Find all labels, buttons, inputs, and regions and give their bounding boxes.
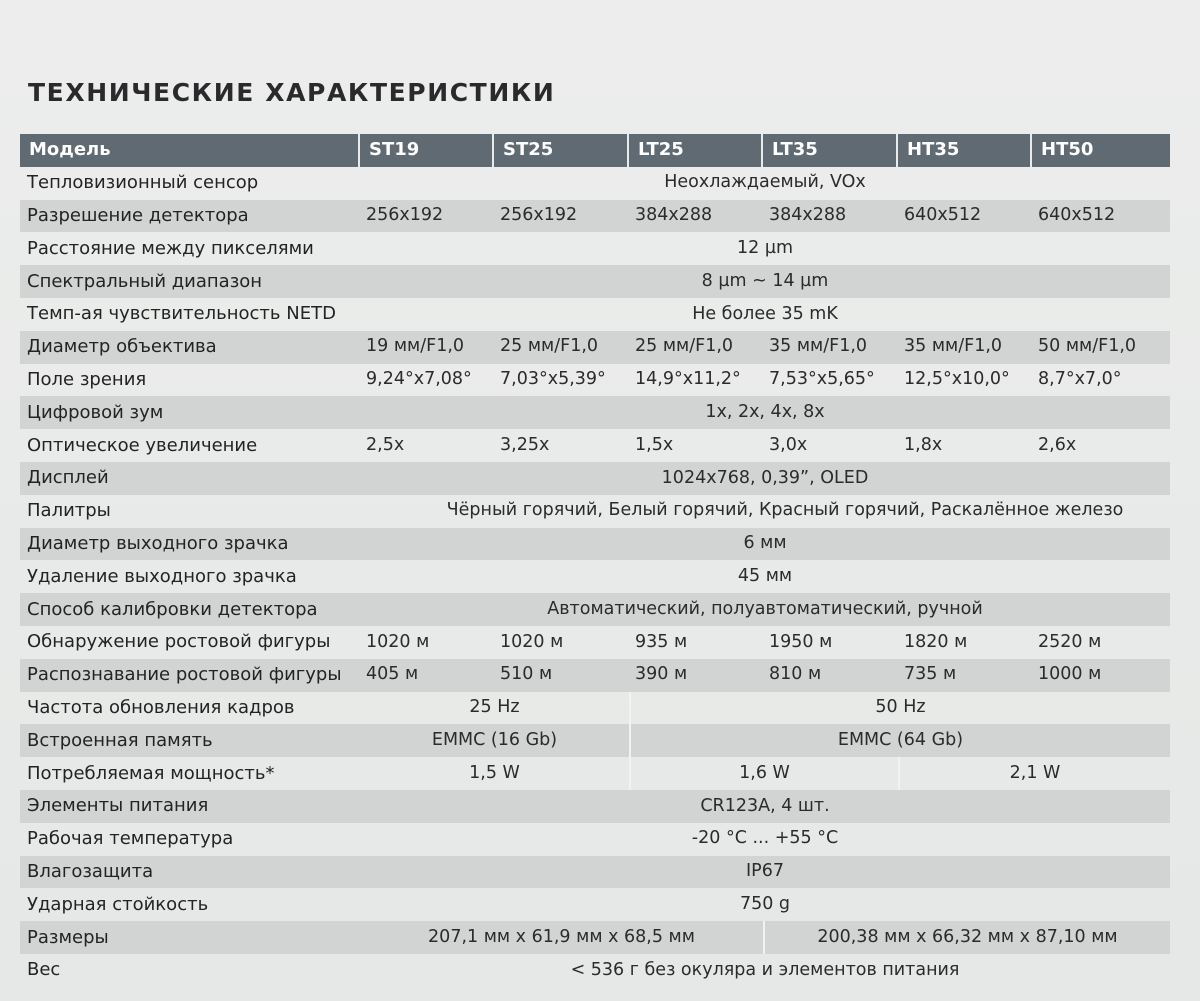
row-label: Диаметр объектива [20, 331, 360, 364]
row-label: Оптическое увеличение [27, 434, 258, 456]
row-waterproof [20, 856, 1170, 889]
row-value: 750 g [739, 893, 791, 914]
cell-value: 510 м [494, 659, 629, 692]
row-recognition [20, 659, 1170, 692]
cell-value: 384x288 [763, 200, 898, 233]
row-weight [20, 954, 1170, 987]
cell-value: 7,03°x5,39° [500, 369, 606, 390]
row-calibration [20, 593, 1170, 626]
row-resolution [20, 200, 1170, 233]
row-lens [20, 331, 1170, 364]
row-label: Встроенная память [20, 724, 360, 757]
row-label: Вес [27, 959, 61, 981]
row-value-lt-ht: EMMC (64 Gb) [629, 724, 1170, 757]
row-value: < 536 г без окуляра и элементов питания [570, 959, 960, 980]
cell-value: 1,8x [904, 434, 943, 455]
header-model-lt35: LT35 [763, 134, 898, 167]
cell-value: 1000 м [1032, 659, 1170, 692]
cell-value: 1820 м [904, 631, 968, 652]
cell-value: 25 мм/F1,0 [494, 331, 629, 364]
cell-value: 1950 м [769, 631, 833, 652]
row-label: Частота обновления кадров [27, 696, 295, 718]
header-model-st25: ST25 [494, 134, 629, 167]
row-label: Рабочая температура [27, 828, 234, 850]
cell-value: 3,0x [769, 434, 808, 455]
cell-value: 640x512 [898, 200, 1032, 233]
row-label: Обнаружение ростовой фигуры [27, 631, 331, 653]
cell-value: 50 мм/F1,0 [1032, 331, 1170, 364]
row-value-st: 207,1 мм x 61,9 мм x 68,5 мм [360, 921, 763, 954]
row-shock [20, 888, 1170, 921]
row-label: Ударная стойкость [27, 893, 209, 915]
row-value: Не более 35 mK [692, 303, 838, 324]
cell-value: 2,5x [366, 434, 405, 455]
cell-value: 256x192 [360, 200, 494, 233]
cell-value: 35 мм/F1,0 [763, 331, 898, 364]
cell-value: 810 м [763, 659, 898, 692]
row-label: Элементы питания [20, 790, 360, 823]
cell-value: 390 м [629, 659, 763, 692]
row-temperature [20, 823, 1170, 856]
row-sensor [20, 167, 1170, 200]
row-value-lt-ht: 200,38 мм x 66,32 мм x 87,10 мм [763, 921, 1170, 954]
header-model-st19: ST19 [360, 134, 494, 167]
cell-value: 3,25x [500, 434, 550, 455]
row-label: Способ калибровки детектора [20, 593, 360, 626]
cell-value: 7,53°x5,65° [769, 369, 875, 390]
row-value: 1024x768, 0,39”, OLED [360, 462, 1170, 495]
row-value-st: 1,5 W [469, 762, 520, 783]
row-label: Расстояние между пикселями [27, 237, 314, 259]
cell-value: 256x192 [494, 200, 629, 233]
header-model-label: Модель [20, 134, 360, 167]
row-value: Чёрный горячий, Белый горячий, Красный горячий, Раскалённое железо [446, 500, 1124, 521]
row-value-st: 25 Hz [469, 697, 520, 718]
cell-value: 35 мм/F1,0 [898, 331, 1032, 364]
header-row [20, 134, 1170, 167]
cell-value: 2,6x [1038, 434, 1077, 455]
row-detection [20, 626, 1170, 659]
cell-value: 405 м [360, 659, 494, 692]
cell-value: 19 мм/F1,0 [360, 331, 494, 364]
row-value: Неохлаждаемый, VOx [664, 172, 866, 193]
row-palettes [20, 495, 1170, 528]
row-exit-pupil-distance [20, 560, 1170, 593]
cell-value: 735 м [898, 659, 1032, 692]
row-exit-pupil-diameter [20, 528, 1170, 561]
row-memory [20, 724, 1170, 757]
cell-value: 14,9°x11,2° [635, 369, 741, 390]
cell-value: 9,24°x7,08° [366, 369, 472, 390]
cell-value: 384x288 [629, 200, 763, 233]
row-value: 6 мм [360, 528, 1170, 561]
cell-value: 1020 м [500, 631, 564, 652]
cell-value: 1020 м [366, 631, 430, 652]
row-label: Палитры [27, 500, 111, 522]
row-label: Поле зрения [27, 368, 147, 390]
row-label: Размеры [20, 921, 360, 954]
row-value: IP67 [360, 856, 1170, 889]
row-dimensions [20, 921, 1170, 954]
cell-value: 640x512 [1032, 200, 1170, 233]
row-zoom [20, 396, 1170, 429]
cell-value: 25 мм/F1,0 [629, 331, 763, 364]
row-label: Спектральный диапазон [20, 265, 360, 298]
row-fov [20, 364, 1170, 397]
row-value: 1x, 2x, 4x, 8x [360, 396, 1170, 429]
row-label: Разрешение детектора [20, 200, 360, 233]
row-value: Автоматический, полуавтоматический, ручной [360, 593, 1170, 626]
row-label: Удаление выходного зрачка [27, 565, 297, 587]
row-value-lt: 1,6 W [629, 757, 898, 790]
row-value: 45 мм [737, 566, 793, 586]
cell-value: 1,5x [635, 434, 674, 455]
spec-table [20, 134, 1170, 987]
cell-value: 2520 м [1038, 631, 1102, 652]
row-value-ht: 2,1 W [898, 757, 1170, 790]
row-pitch [20, 232, 1170, 265]
row-netd [20, 298, 1170, 331]
row-value: CR123A, 4 шт. [360, 790, 1170, 823]
cell-value: 12,5°x10,0° [904, 369, 1010, 390]
row-frame-rate [20, 692, 1170, 725]
row-label: Влагозащита [20, 856, 360, 889]
row-label: Распознавание ростовой фигуры [20, 659, 360, 692]
row-label: Цифровой зум [20, 396, 360, 429]
header-model-ht50: HT50 [1032, 134, 1170, 167]
row-label: Потребляемая мощность* [27, 762, 275, 784]
row-value-lt-ht: 50 Hz [629, 692, 1170, 725]
row-value: 12 µm [736, 238, 793, 259]
header-model-ht35: HT35 [898, 134, 1032, 167]
row-label: Темп-ая чувствительность NETD [27, 303, 336, 325]
cell-value: 8,7°x7,0° [1038, 369, 1122, 390]
page-title: ТЕХНИЧЕСКИЕ ХАРАКТЕРИСТИКИ [28, 78, 556, 107]
row-value: -20 °C ... +55 °C [691, 828, 839, 849]
row-spectral [20, 265, 1170, 298]
header-model-lt25: LT25 [629, 134, 763, 167]
row-battery [20, 790, 1170, 823]
row-value: 8 µm ~ 14 µm [360, 265, 1170, 298]
row-magnification [20, 429, 1170, 462]
row-value-st: EMMC (16 Gb) [360, 724, 629, 757]
row-label: Диаметр выходного зрачка [20, 528, 360, 561]
row-label: Тепловизионный сенсор [27, 172, 259, 194]
row-label: Дисплей [20, 462, 360, 495]
cell-value: 935 м [635, 631, 688, 652]
row-display [20, 462, 1170, 495]
row-power [20, 757, 1170, 790]
